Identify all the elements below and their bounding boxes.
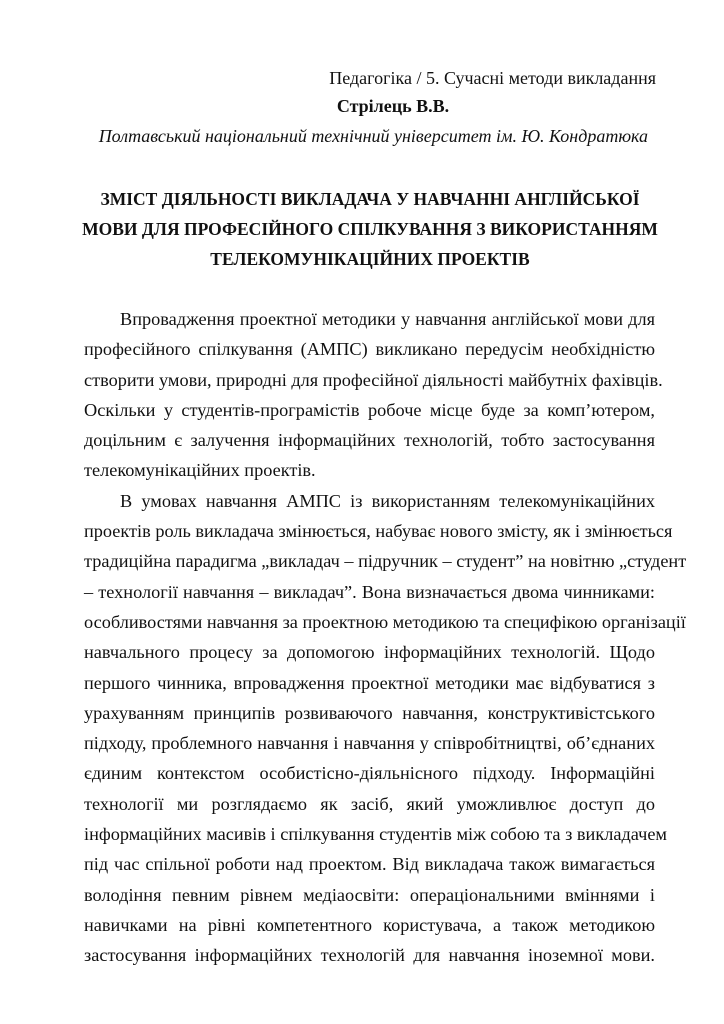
text-line: професійного спілкування (АМПС) викликано передусім необхідністю (84, 339, 655, 360)
article-body (84, 304, 687, 971)
article-title (80, 184, 660, 274)
text-line: проектів роль викладача змінюється, набуває нового змісту, як і змінюється (84, 521, 673, 542)
text-line: під час спільної роботи над проектом. Від викладача також вимагається (84, 854, 655, 875)
paragraph (84, 304, 663, 486)
text-line: навчального процесу за допомогою інформаційних технологій. Щодо (84, 642, 655, 663)
text-line: Впровадження проектної методики у навчання англійської мови для (120, 309, 655, 329)
text-line: першого чинника, впровадження проектної методики має відбуватися з (84, 672, 655, 693)
text-line: урахуванням принципів розвиваючого навчання, конструктивістського (84, 702, 655, 723)
text-line: В умовах навчання АМПС із використанням телекомунікаційних (120, 490, 655, 511)
title-line: МОВИ ДЛЯ ПРОФЕСІЙНОГО СПІЛКУВАННЯ З ВИКОРИСТАННЯМ (82, 219, 658, 239)
title-line: ЗМІСТ ДІЯЛЬНОСТІ ВИКЛАДАЧА У НАВЧАННІ АНГЛІЙСЬКОЇ (100, 189, 640, 209)
text-line: – технології навчання – викладач”. Вона визначається двома чинниками: (84, 581, 655, 602)
text-line: особливостями навчання за проектною методикою та специфікою організації (84, 611, 686, 632)
text-line: інформаційних масивів і спілкування студентів між собою та з викладачем (84, 824, 667, 845)
text-line: єдиним контекстом особистісно-діяльнісного підходу. Інформаційні (84, 763, 655, 784)
text-line: застосування інформаційних технологій для навчання іноземної мови. (84, 945, 655, 966)
affiliation: Полтавський національний технічний університет ім. Ю. Кондратюка (98, 126, 648, 146)
paragraph (84, 486, 687, 971)
text-line: традиційна парадигма „викладач – підручник – студент” на новітню „студент (84, 551, 687, 572)
text-line: навичками на рівні компетентного користувача, а також методикою (84, 914, 655, 935)
text-line: створити умови, природні для професійної діяльності майбутніх фахівців. (84, 369, 663, 390)
section-header: Педагогіка / 5. Сучасні методи викладання (329, 68, 656, 88)
text-line: технології ми розглядаємо як засіб, який уможливлює доступ до (84, 793, 655, 814)
text-line: телекомунікаційних проектів. (84, 460, 316, 481)
title-line: ТЕЛЕКОМУНІКАЦІЙНИХ ПРОЕКТІВ (210, 249, 530, 269)
text-line: доцільним є залучення інформаційних технологій, тобто застосування (84, 430, 655, 451)
text-line: Оскільки у студентів-програмістів робоче місце буде за комп’ютером, (84, 399, 655, 420)
author-name: Стрілець В.В. (336, 96, 450, 116)
text-line: підходу, проблемного навчання і навчання у співробітництві, об’єднаних (84, 733, 655, 754)
text-line: володіння певним рівнем медіаосвіти: операціональними вміннями і (84, 884, 655, 905)
